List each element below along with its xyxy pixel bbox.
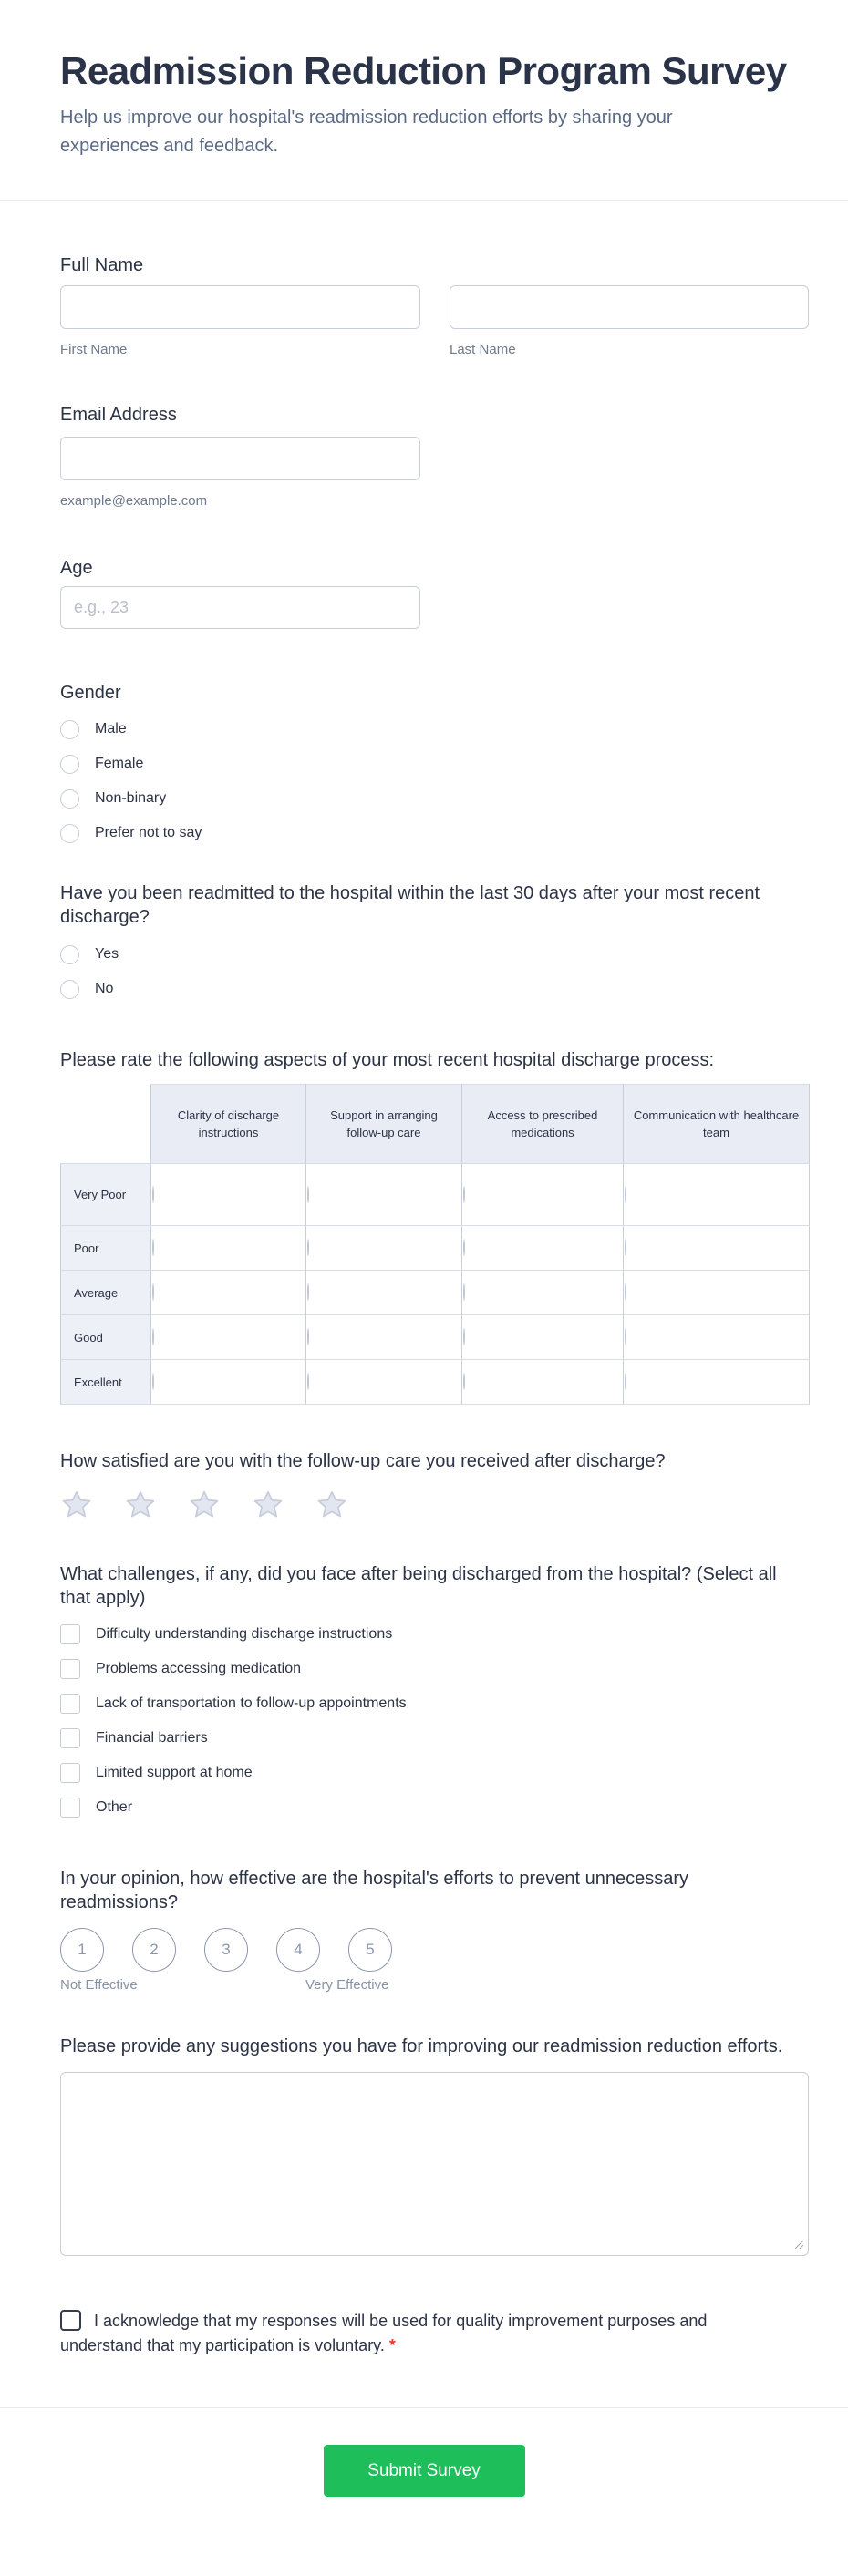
suggestions-textarea-wrap [60,2072,809,2256]
option-label: Problems accessing medication [96,1661,301,1676]
form-header [0,0,848,201]
matrix-row-good [61,1315,810,1360]
question-challenges [60,1562,809,1825]
star-icon[interactable] [60,1489,93,1521]
matrix-row-label: Very Poor [61,1164,151,1226]
checkbox[interactable] [60,1694,80,1714]
age-label: Age [60,558,93,578]
challenges-label: What challenges, if any, did you face after being discharged from the hospital? (Select all that apply) [60,1564,777,1608]
matrix-radio-button[interactable] [152,1373,154,1390]
age-input[interactable] [60,586,420,629]
star-icon[interactable] [315,1489,348,1521]
matrix-row-very-poor [61,1164,810,1226]
email-sublabel: example@example.com [60,493,208,509]
matrix-row-label: Poor [61,1226,151,1271]
gender-option-nonbinary[interactable] [60,781,809,816]
full-name-label: Full Name [60,255,144,275]
question-acknowledgement [60,2309,809,2358]
question-suggestions [60,2035,809,2256]
form-footer [0,2407,848,2544]
option-label: Non-binary [95,790,167,806]
scale-option-5[interactable]: 5 [348,1928,392,1972]
question-full-name [60,253,809,357]
radio-button[interactable] [60,980,79,999]
matrix-radio-button[interactable] [307,1373,309,1390]
acknowledgement-row[interactable] [60,2309,781,2358]
star-icon[interactable] [252,1489,284,1521]
option-label: Male [95,721,127,737]
matrix-radio-button[interactable] [463,1186,465,1203]
name-fields [60,285,809,357]
matrix-radio-button[interactable] [463,1239,465,1256]
last-name-sublabel: Last Name [450,342,516,357]
question-email [60,403,809,509]
page-subtitle: Help us improve our hospital's readmission reduction efforts by sharing your experiences and feedback. [60,108,673,156]
scale-option-3[interactable]: 3 [204,1928,248,1972]
radio-button[interactable] [60,720,79,739]
first-name-sublabel: First Name [60,342,128,357]
submit-survey-button[interactable]: Submit Survey [324,2445,525,2497]
matrix-row-label: Average [61,1271,151,1315]
star-icon[interactable] [188,1489,221,1521]
matrix-column-header: Support in arranging follow-up care [306,1085,462,1164]
resize-handle-icon[interactable] [794,2240,804,2250]
satisfaction-label: How satisfied are you with the follow-up care you received after discharge? [60,1451,666,1471]
checkbox[interactable] [60,1763,80,1783]
gender-option-male[interactable] [60,712,809,747]
readmitted-option-yes[interactable] [60,937,809,972]
email-label: Email Address [60,405,177,425]
acknowledgement-text: I acknowledge that my responses will be used for quality improvement purposes and understand that my participation is voluntary. [60,2312,708,2354]
matrix-row-label: Good [61,1315,151,1360]
rating-matrix [60,1084,810,1405]
matrix-corner [61,1085,151,1164]
suggestions-label: Please provide any suggestions you have for improving our readmission reduction efforts. [60,2036,783,2056]
matrix-radio-button[interactable] [307,1283,309,1301]
matrix-radio-button[interactable] [625,1186,626,1203]
gender-options [60,712,809,850]
first-name-input[interactable] [60,285,420,329]
matrix-column-header: Clarity of discharge instructions [151,1085,306,1164]
page-title: Readmission Reduction Program Survey [60,49,787,92]
matrix-radio-button[interactable] [463,1283,465,1301]
matrix-radio-button[interactable] [152,1283,154,1301]
option-label: Lack of transportation to follow-up appointments [96,1695,407,1711]
radio-button[interactable] [60,824,79,843]
readmitted-option-no[interactable] [60,972,809,1006]
suggestions-textarea[interactable] [60,2072,809,2256]
challenge-option-support[interactable] [60,1756,809,1790]
challenge-option-instructions[interactable] [60,1617,809,1652]
matrix-row-poor [61,1226,810,1271]
challenges-options [60,1617,809,1825]
question-readmitted [60,881,809,1006]
option-label: Female [95,756,144,771]
challenge-option-medication[interactable] [60,1652,809,1686]
matrix-column-header: Access to prescribed medications [462,1085,624,1164]
matrix-radio-button[interactable] [307,1186,309,1203]
option-label: Other [96,1799,133,1815]
effectiveness-scale [60,1928,809,1972]
question-effectiveness [60,1867,809,1995]
matrix-row-excellent [61,1360,810,1405]
option-label: Prefer not to say [95,825,202,840]
matrix-radio-button[interactable] [625,1283,626,1301]
matrix-radio-button[interactable] [152,1328,154,1345]
radio-button[interactable] [60,755,79,774]
option-label: Limited support at home [96,1765,253,1780]
star-icon[interactable] [124,1489,157,1521]
scale-option-4[interactable]: 4 [276,1928,320,1972]
matrix-column-header: Communication with healthcare team [624,1085,810,1164]
challenge-option-transportation[interactable] [60,1686,809,1721]
gender-label: Gender [60,683,121,703]
question-satisfaction [60,1449,809,1521]
scale-endpoint-labels [60,1977,809,1995]
checkbox[interactable] [60,1728,80,1748]
question-age [60,556,809,629]
gender-option-female[interactable] [60,747,809,781]
last-name-input[interactable] [450,285,809,329]
scale-option-1[interactable]: 1 [60,1928,104,1972]
matrix-row-average [61,1271,810,1315]
option-label: No [95,981,114,996]
question-discharge-matrix [60,1048,809,1405]
matrix-radio-button[interactable] [307,1239,309,1256]
email-input[interactable] [60,437,420,480]
effectiveness-label: In your opinion, how effective are the hospital's efforts to prevent unnecessary readmissions? [60,1869,689,1912]
last-name-group [450,285,809,357]
challenge-option-financial[interactable] [60,1721,809,1756]
readmitted-options [60,937,809,1006]
matrix-row-label: Excellent [61,1360,151,1405]
question-gender [60,681,809,850]
option-label: Financial barriers [96,1730,208,1746]
option-label: Difficulty understanding discharge instructions [96,1626,393,1642]
radio-button[interactable] [60,945,79,964]
matrix-radio-button[interactable] [625,1239,626,1256]
checkbox[interactable] [60,1624,80,1644]
readmitted-label: Have you been readmitted to the hospital within the last 30 days after your most recent discharge? [60,883,760,927]
matrix-radio-button[interactable] [463,1328,465,1345]
matrix-radio-button[interactable] [463,1373,465,1390]
scale-option-2[interactable]: 2 [132,1928,176,1972]
scale-max-label: Very Effective [305,1977,389,1993]
matrix-radio-button[interactable] [307,1328,309,1345]
required-asterisk: * [388,2336,396,2354]
radio-button[interactable] [60,789,79,809]
star-rating [60,1489,809,1521]
acknowledgement-checkbox[interactable] [60,2310,81,2331]
matrix-radio-button[interactable] [625,1373,626,1390]
option-label: Yes [95,946,119,962]
survey-form [0,253,848,2358]
checkbox[interactable] [60,1659,80,1679]
matrix-label: Please rate the following aspects of your most recent hospital discharge process: [60,1050,715,1070]
scale-min-label: Not Effective [60,1977,138,1993]
gender-option-prefer-not[interactable] [60,816,809,850]
checkbox[interactable] [60,1798,80,1818]
matrix-radio-button[interactable] [625,1328,626,1345]
matrix-radio-button[interactable] [152,1186,154,1203]
first-name-group [60,285,420,357]
matrix-radio-button[interactable] [152,1239,154,1256]
challenge-option-other[interactable] [60,1790,809,1825]
